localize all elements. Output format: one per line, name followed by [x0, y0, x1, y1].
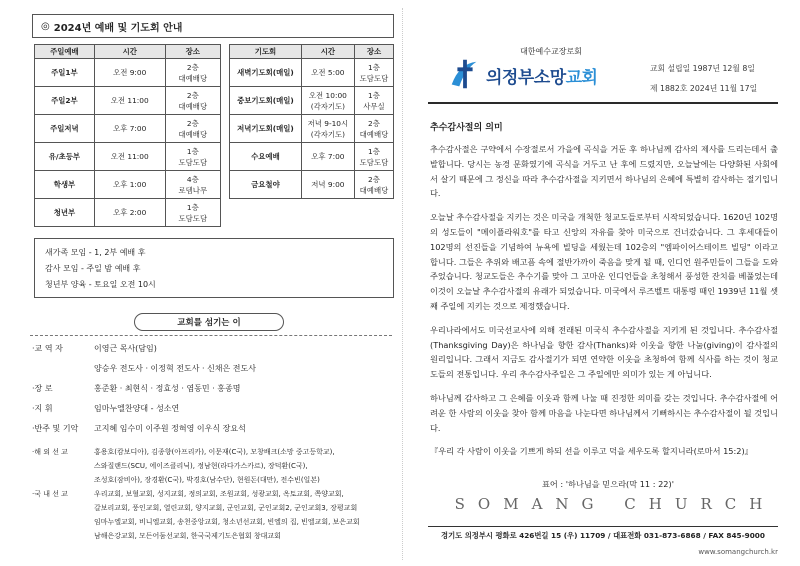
service-name: 학생부 — [35, 171, 95, 199]
item-label — [32, 473, 94, 487]
article-paragraph: 우리나라에서도 미국선교사에 의해 전래된 미국식 추수감사절을 지키게 된 것입니다. 추수감사절(Thanksgiving Day)은 하나님을 향한 감사(Thanks)와 이웃을 향한 나눔(giving)이 감사절의 원리입니다. 그래서 지금도 감사절기가 되면 연약한 이웃을 초청하여 함께 식사를 하는 것이 청교도들의 전통입니다. 우리 추수감사주일은 그 주일에만 의미가 있는 게 아닙니다. — [430, 324, 778, 380]
staff-title: 교회를 섬기는 이 — [134, 313, 284, 331]
table-header: 장소 — [165, 45, 220, 59]
table-row — [35, 199, 221, 227]
list-item — [32, 399, 397, 419]
list-item — [32, 487, 397, 501]
list-item — [32, 473, 397, 487]
table-row — [230, 171, 394, 199]
table-row — [230, 59, 394, 87]
item-value: 우리교회, 보혈교회, 성지교회, 정의교회, 조원교회, 성광교회, 옥토교회, 쪽양교회, — [94, 490, 344, 498]
item-value: 임마누엘찬양대 - 성소연 — [94, 404, 180, 413]
service-place: 1층 도담도담 — [354, 143, 393, 171]
address-rule — [428, 526, 778, 527]
item-label: ·지 휘 — [32, 404, 53, 413]
service-time: 오후 1:00 — [94, 171, 165, 199]
item-value: 고지혜 임수미 이주원 정혀영 이우식 장요석 — [94, 424, 246, 433]
item-label — [32, 501, 94, 515]
service-name: 저녁기도회(매일) — [230, 115, 302, 143]
item-value: 갈보리교회, 풍인교회, 열린교회, 양지교회, 군인교회, 군인교회2, 군인교회3, 장평교회 — [94, 504, 358, 512]
section-mark: ◎ — [41, 20, 50, 32]
service-place: 2층 대예배당 — [165, 115, 220, 143]
article-paragraph: 오늘날 추수감사절을 지키는 것은 미국을 개척한 청교도들로부터 시작되었습니다. 1620년 102명의 성도들이 "메이플라워호"를 타고 신앙의 자유를 찾아 미국으로 건너갔습니다. 그 후세대들이 102명의 선진들을 기념하여 뉴욕에 빌딩을 세웠는데 102층의 "엠파이어스테이트 빌딩" 이라고 합니다. 그들은 추위와 배고픔 속에 절반가까이 죽음을 맞게 될 때, 인디언 원주민들이 그들을 도와주었습니다. 청교도들은 추수기를 맞아 그 고마운 인디언들을 초청해서 풍성한 잔치를 베풀었는데 이것이 오늘날 추수감사절의 유래가 되었습니다. 미국에서 루즈벨트 대통령 때인 1939년 11월 셋째 주일에 지키는 것으로 제정했습니다. — [430, 212, 778, 311]
service-place: 4층 로뎀나무 — [165, 171, 220, 199]
church-motto: 표어 : '하나님을 믿으라(막 11 : 22)' — [542, 479, 674, 489]
service-place: 2층 대예배당 — [354, 171, 393, 199]
service-place: 1층 사무실 — [354, 87, 393, 115]
service-place: 1층 도담도담 — [354, 59, 393, 87]
article-paragraph: 추수감사절은 구약에서 수장절로서 가을에 곡식을 거둔 후 하나님께 감사의 제사를 드리는데서 출발합니다. 당시는 농경 문화였기에 곡식을 거두고 난 후에 드렸지만, 오늘날에는 다양화된 사회에서 살기 때문에 그 정신을 따라 추수감사절을 지키면서 하나님의 은혜에 특별히 감사하는 절기입니다. — [430, 144, 778, 199]
item-label: ·교 역 자 — [32, 344, 63, 353]
item-label: ·국 내 선 교 — [32, 490, 68, 498]
list-item — [32, 459, 397, 473]
table-header: 주일예배 — [35, 45, 95, 59]
gathering-item: 감사 모임 - 주일 밤 예배 후 — [45, 264, 141, 273]
table-row — [230, 115, 394, 143]
staff-list — [32, 339, 397, 543]
table-row — [35, 171, 221, 199]
table-row — [230, 87, 394, 115]
service-name: 주일저녁 — [35, 115, 95, 143]
service-time: 오후 7:00 — [94, 115, 165, 143]
table-header-row — [35, 45, 221, 59]
service-time: 오전 5:00 — [301, 59, 354, 87]
table-row — [35, 59, 221, 87]
service-name: 중보기도회(매일) — [230, 87, 302, 115]
table-header: 시간 — [94, 45, 165, 59]
divider — [30, 335, 392, 336]
bulletin-info — [650, 59, 757, 99]
article-paragraph: 하나님께 감사하고 그 은혜를 이웃과 함께 나눌 때 진정한 의미를 갖는 것입니다. 추수감사절에 어려운 한 사람의 이웃을 찾아 함께 마음을 나눈다면 하나님께서 기뻐하시는 추수감사절이 될 것입니다. — [430, 392, 778, 433]
list-item — [32, 515, 397, 529]
church-name-main: 의정부소망 — [486, 67, 566, 88]
gathering-item: 청년부 양육 - 토요일 오전 10시 — [45, 280, 156, 289]
list-item — [32, 339, 397, 359]
church-url[interactable]: www.somangchurch.kr — [698, 548, 778, 556]
service-name: 새벽기도회(매일) — [230, 59, 302, 87]
service-time: 오전 11:00 — [94, 87, 165, 115]
church-name-suffix: 교회 — [565, 67, 598, 88]
church-logo — [446, 56, 597, 94]
item-label — [32, 529, 94, 543]
table-header: 시간 — [301, 45, 354, 59]
service-time: 오전 10:00 (각자기도) — [301, 87, 354, 115]
somang-church-banner: SOMANG CHURCH — [454, 495, 776, 513]
service-place: 2층 대예배당 — [165, 59, 220, 87]
table-row — [230, 143, 394, 171]
item-value: 남해은강교회, 모든어둠선교회, 한국국제기도은협회 창대교회 — [94, 532, 281, 540]
right-panel — [418, 8, 788, 560]
service-name: 주일2부 — [35, 87, 95, 115]
item-value: 홍용호(캄보디아), 김종향(아프리카), 이문재(C국), 모창배크(소망 중고등학교), — [94, 448, 335, 456]
table-header-row — [230, 45, 394, 59]
list-item — [32, 379, 397, 399]
gathering-item: 새가족 모임 - 1, 2부 예배 후 — [45, 248, 146, 257]
service-time: 오전 9:00 — [94, 59, 165, 87]
table-row — [35, 143, 221, 171]
service-name: 유/초등부 — [35, 143, 95, 171]
service-name: 청년부 — [35, 199, 95, 227]
table-header: 장소 — [354, 45, 393, 59]
service-time: 오후 2:00 — [94, 199, 165, 227]
service-place: 2층 대예배당 — [165, 87, 220, 115]
worship-guide-title — [32, 14, 394, 38]
item-value: 조성호(잠비아), 장경환(C국), 박경호(남수단), 현원돈(대만), 전수빈(일본) — [94, 476, 320, 484]
worship-table — [34, 44, 221, 227]
list-item — [32, 501, 397, 515]
church-name — [486, 63, 597, 88]
list-item — [32, 359, 397, 379]
item-label: ·장 로 — [32, 384, 53, 393]
service-name: 금요철야 — [230, 171, 302, 199]
item-value: 스와질랜드(SCU, 에이즈클리닉), 정남현(라다가스카르), 장덕환(C국), — [94, 462, 308, 470]
article-title: 추수감사절의 의미 — [430, 123, 503, 133]
service-time: 오전 11:00 — [94, 143, 165, 171]
church-logo-icon — [446, 56, 484, 94]
table-header: 기도회 — [230, 45, 302, 59]
service-time: 저녁 9:00 — [301, 171, 354, 199]
service-place: 1층 도담도담 — [165, 199, 220, 227]
item-label — [32, 359, 94, 379]
service-name: 수요예배 — [230, 143, 302, 171]
page-divider — [402, 8, 403, 560]
item-value: 이영근 목사(담임) — [94, 344, 157, 353]
item-label: ·해 외 선 교 — [32, 448, 68, 456]
denomination: 대한예수교장로회 — [520, 47, 582, 56]
item-value: 양승우 전도사 · 이정혁 전도사 · 신채은 전도사 — [94, 364, 256, 373]
service-time: 오후 7:00 — [301, 143, 354, 171]
gatherings-box — [34, 238, 394, 298]
church-address: 경기도 의정부시 평화로 426번길 15 (우) 11709 / 대표전화 031-873-6868 / FAX 845-9000 — [441, 531, 765, 540]
founded-date: 교회 설립일 1987년 12월 8일 — [650, 64, 755, 73]
closing-verse: 『우리 각 사람이 이웃을 기쁘게 하되 선을 이루고 덕을 세우도록 할지니라(로마서 15:2)』 — [430, 446, 753, 457]
worship-guide-title-text: 2024년 예배 및 기도회 안내 — [53, 22, 183, 34]
table-row — [35, 115, 221, 143]
list-item — [32, 529, 397, 543]
list-item — [32, 419, 397, 439]
item-label: ·반주 및 기악 — [32, 424, 79, 433]
issue-number: 제 1882호 2024년 11월 17일 — [650, 84, 758, 93]
prayer-table — [229, 44, 394, 199]
article-body — [430, 142, 778, 468]
header-rule — [428, 102, 778, 104]
item-label — [32, 459, 94, 473]
service-name: 주일1부 — [35, 59, 95, 87]
left-panel — [22, 8, 397, 560]
service-place: 2층 대예배당 — [354, 115, 393, 143]
table-row — [35, 87, 221, 115]
item-label — [32, 515, 94, 529]
list-item — [32, 445, 397, 459]
service-time: 저녁 9-10시 (각자기도) — [301, 115, 354, 143]
item-value: 홍준환 · 최현식 · 정효성 · 염동민 · 홍종명 — [94, 384, 241, 393]
item-value: 임마누엘교회, 비니엘교회, 송천중앙교회, 청소년선교회, 빈엘의 집, 빈엘교회, 보은교회 — [94, 518, 360, 526]
service-place: 1층 도담도담 — [165, 143, 220, 171]
